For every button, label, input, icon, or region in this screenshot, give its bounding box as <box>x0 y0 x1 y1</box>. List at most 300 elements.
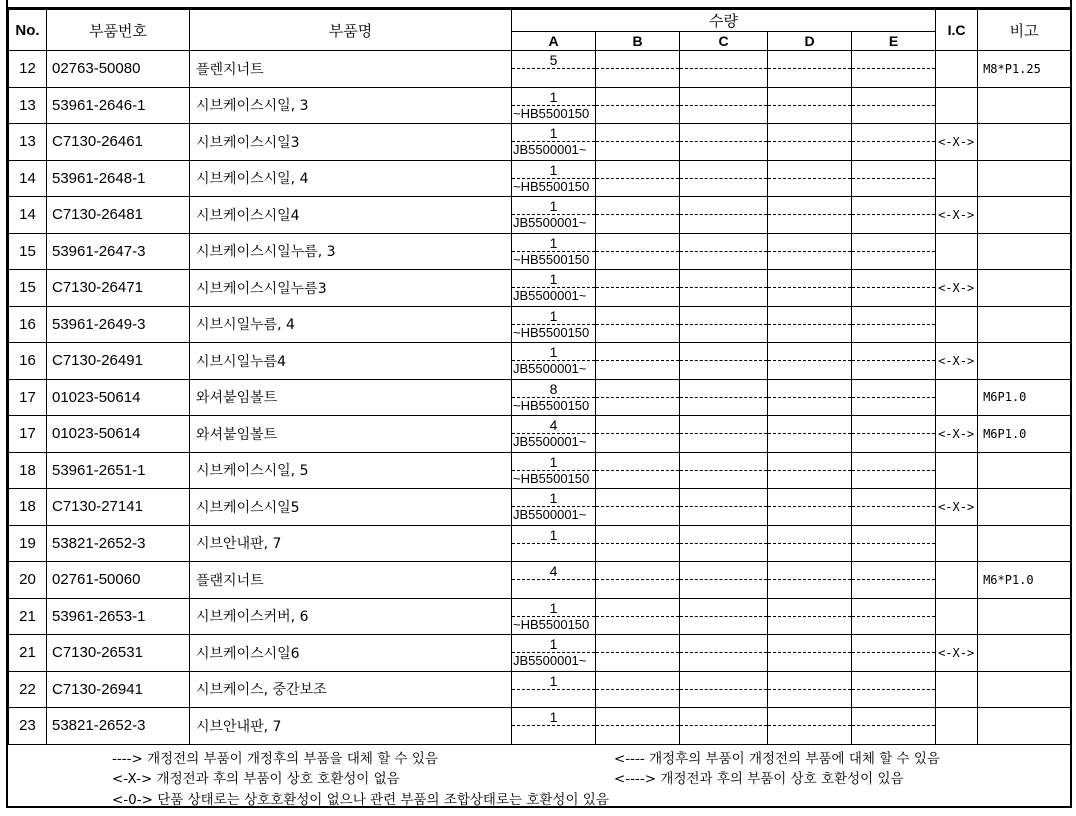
qty-value: 1 <box>549 125 558 141</box>
dashed-divider <box>768 68 851 69</box>
part-number: 01023-50614 <box>47 416 190 453</box>
qty-value: 1 <box>549 271 558 287</box>
remark <box>978 635 1071 672</box>
dashed-divider <box>852 689 935 690</box>
qty-a-cell <box>512 197 596 234</box>
qty-e-cell <box>852 708 936 745</box>
dashed-divider <box>680 287 767 288</box>
remark <box>978 270 1071 307</box>
dashed-divider <box>768 178 851 179</box>
dashed-divider <box>596 725 679 726</box>
dashed-divider <box>768 506 851 507</box>
qty-d-cell <box>768 51 852 88</box>
interchangeability-code <box>936 671 978 708</box>
interchangeability-code <box>936 51 978 88</box>
qty-a-cell <box>512 416 596 453</box>
dashed-divider <box>680 178 767 179</box>
qty-d-cell <box>768 197 852 234</box>
qty-col-a: A <box>512 32 596 51</box>
dashed-divider <box>852 251 935 252</box>
qty-col-d: D <box>768 32 852 51</box>
dashed-divider <box>768 141 851 142</box>
qty-b-cell <box>596 87 680 124</box>
row-number: 14 <box>9 197 47 234</box>
dashed-divider <box>680 725 767 726</box>
remark: M6P1.0 <box>978 379 1071 416</box>
dashed-divider <box>596 470 679 471</box>
part-number: 53961-2653-1 <box>47 598 190 635</box>
dashed-divider <box>680 543 767 544</box>
dashed-divider <box>680 470 767 471</box>
parts-list-sheet <box>6 0 1072 808</box>
legend-line-3: <-0-> 단품 상태로는 상호호환성이 없으나 관련 부품의 조합상태로는 호환성이 있음 <box>112 792 609 808</box>
qty-value: 1 <box>549 672 558 689</box>
interchangeability-code <box>936 708 978 745</box>
dashed-divider <box>596 68 679 69</box>
table-row <box>9 635 1071 672</box>
serial-range: JB5500001~ <box>513 653 587 668</box>
qty-e-cell <box>852 635 936 672</box>
table-row <box>9 306 1071 343</box>
part-number: 53961-2646-1 <box>47 87 190 124</box>
qty-b-cell <box>596 489 680 526</box>
interchangeability-code <box>936 379 978 416</box>
qty-c-cell <box>680 124 768 161</box>
interchangeability-code: <-X-> <box>936 124 978 161</box>
qty-e-cell <box>852 197 936 234</box>
parts-table <box>8 9 1071 745</box>
qty-c-cell <box>680 671 768 708</box>
qty-value: 1 <box>549 526 558 543</box>
interchangeability-code <box>936 562 978 599</box>
col-header-no: No. <box>9 10 47 51</box>
table-row <box>9 87 1071 124</box>
table-row <box>9 562 1071 599</box>
qty-c-cell <box>680 51 768 88</box>
qty-d-cell <box>768 270 852 307</box>
qty-value: 1 <box>549 490 558 506</box>
qty-e-cell <box>852 562 936 599</box>
qty-value: 1 <box>549 599 558 616</box>
row-number: 22 <box>9 671 47 708</box>
dashed-divider <box>852 579 935 580</box>
qty-c-cell <box>680 379 768 416</box>
part-number: C7130-26481 <box>47 197 190 234</box>
dashed-divider <box>680 579 767 580</box>
part-name: 시브케이스시일, 3 <box>190 87 512 124</box>
part-name: 시브케이스시일, 4 <box>190 160 512 197</box>
remark <box>978 87 1071 124</box>
dashed-divider <box>852 214 935 215</box>
serial-range: JB5500001~ <box>513 434 587 449</box>
part-name: 시브안내판, 7 <box>190 525 512 562</box>
row-number: 20 <box>9 562 47 599</box>
dashed-divider <box>680 251 767 252</box>
dashed-divider <box>852 543 935 544</box>
part-name: 시브케이스시일5 <box>190 489 512 526</box>
table-row <box>9 197 1071 234</box>
dashed-divider <box>768 214 851 215</box>
qty-a-cell <box>512 270 596 307</box>
dashed-divider <box>852 506 935 507</box>
qty-d-cell <box>768 598 852 635</box>
dashed-divider <box>768 397 851 398</box>
qty-e-cell <box>852 160 936 197</box>
dashed-divider <box>596 506 679 507</box>
qty-a-cell <box>512 87 596 124</box>
parts-table-body <box>9 51 1071 745</box>
dashed-divider <box>680 105 767 106</box>
row-number: 19 <box>9 525 47 562</box>
qty-e-cell <box>852 452 936 489</box>
dashed-divider <box>852 470 935 471</box>
interchangeability-code <box>936 306 978 343</box>
dashed-divider <box>596 251 679 252</box>
serial-range: ~HB5500150 <box>513 324 590 340</box>
qty-a-cell <box>512 635 596 672</box>
row-number: 21 <box>9 635 47 672</box>
qty-a-cell <box>512 379 596 416</box>
dashed-divider <box>852 178 935 179</box>
dashed-divider <box>768 433 851 434</box>
row-number: 12 <box>9 51 47 88</box>
qty-c-cell <box>680 160 768 197</box>
serial-range: JB5500001~ <box>513 361 587 376</box>
interchangeability-code: <-X-> <box>936 270 978 307</box>
interchangeability-code: <-X-> <box>936 343 978 380</box>
dashed-divider <box>680 324 767 325</box>
interchangeability-code: <-X-> <box>936 416 978 453</box>
header-row <box>9 10 1071 32</box>
qty-c-cell <box>680 489 768 526</box>
part-name: 시브케이스, 중간보조 <box>190 671 512 708</box>
qty-a-cell <box>512 489 596 526</box>
remark <box>978 452 1071 489</box>
qty-d-cell <box>768 452 852 489</box>
row-number: 21 <box>9 598 47 635</box>
part-name: 플렌지너트 <box>190 51 512 88</box>
qty-c-cell <box>680 562 768 599</box>
part-name: 플랜지너트 <box>190 562 512 599</box>
qty-e-cell <box>852 525 936 562</box>
dashed-divider <box>852 105 935 106</box>
dashed-divider <box>852 68 935 69</box>
dashed-divider <box>680 360 767 361</box>
remark: M8*P1.25 <box>978 51 1071 88</box>
table-row <box>9 343 1071 380</box>
qty-b-cell <box>596 671 680 708</box>
dashed-divider <box>512 68 595 69</box>
part-number: C7130-26941 <box>47 671 190 708</box>
part-number: C7130-27141 <box>47 489 190 526</box>
dashed-divider <box>768 543 851 544</box>
part-number: C7130-26531 <box>47 635 190 672</box>
interchangeability-code: <-X-> <box>936 635 978 672</box>
part-number: 53961-2651-1 <box>47 452 190 489</box>
part-number: 53821-2652-3 <box>47 525 190 562</box>
dashed-divider <box>512 689 595 690</box>
part-name: 시브케이스시일6 <box>190 635 512 672</box>
qty-b-cell <box>596 379 680 416</box>
qty-b-cell <box>596 124 680 161</box>
table-row <box>9 489 1071 526</box>
qty-e-cell <box>852 306 936 343</box>
table-row <box>9 270 1071 307</box>
table-row <box>9 416 1071 453</box>
qty-a-cell <box>512 51 596 88</box>
qty-e-cell <box>852 489 936 526</box>
qty-a-cell <box>512 708 596 745</box>
dashed-divider <box>852 287 935 288</box>
qty-value: 1 <box>549 636 558 652</box>
interchangeability-code <box>936 598 978 635</box>
part-number: 02761-50060 <box>47 562 190 599</box>
qty-b-cell <box>596 160 680 197</box>
dashed-divider <box>596 360 679 361</box>
qty-a-cell <box>512 525 596 562</box>
table-row <box>9 671 1071 708</box>
qty-b-cell <box>596 562 680 599</box>
interchangeability-code <box>936 233 978 270</box>
qty-d-cell <box>768 562 852 599</box>
top-border-band <box>8 0 1070 9</box>
table-row <box>9 525 1071 562</box>
qty-d-cell <box>768 379 852 416</box>
part-number: C7130-26491 <box>47 343 190 380</box>
dashed-divider <box>596 141 679 142</box>
interchangeability-code: <-X-> <box>936 489 978 526</box>
dashed-divider <box>852 652 935 653</box>
row-number: 15 <box>9 270 47 307</box>
qty-c-cell <box>680 525 768 562</box>
dashed-divider <box>596 214 679 215</box>
qty-value: 8 <box>549 380 558 397</box>
qty-b-cell <box>596 452 680 489</box>
dashed-divider <box>596 287 679 288</box>
serial-range: ~HB5500150 <box>513 470 590 486</box>
qty-col-b: B <box>596 32 680 51</box>
remark <box>978 197 1071 234</box>
dashed-divider <box>680 214 767 215</box>
part-number: 53961-2648-1 <box>47 160 190 197</box>
qty-col-e: E <box>852 32 936 51</box>
qty-b-cell <box>596 51 680 88</box>
dashed-divider <box>680 689 767 690</box>
interchangeability-code <box>936 452 978 489</box>
remark: M6P1.0 <box>978 416 1071 453</box>
remark: M6*P1.0 <box>978 562 1071 599</box>
qty-value: 4 <box>549 563 558 579</box>
dashed-divider <box>852 360 935 361</box>
remark <box>978 708 1071 745</box>
interchangeability-code <box>936 525 978 562</box>
remark <box>978 233 1071 270</box>
qty-c-cell <box>680 708 768 745</box>
part-name: 시브케이스시일누름3 <box>190 270 512 307</box>
qty-b-cell <box>596 635 680 672</box>
part-name: 시브케이스시일4 <box>190 197 512 234</box>
qty-value: 4 <box>549 417 558 433</box>
qty-a-cell <box>512 124 596 161</box>
row-number: 17 <box>9 416 47 453</box>
qty-value: 5 <box>549 52 558 68</box>
dashed-divider <box>596 178 679 179</box>
qty-c-cell <box>680 416 768 453</box>
row-number: 15 <box>9 233 47 270</box>
qty-d-cell <box>768 87 852 124</box>
qty-e-cell <box>852 379 936 416</box>
col-header-part-name: 부품명 <box>190 10 512 51</box>
qty-e-cell <box>852 87 936 124</box>
remark <box>978 598 1071 635</box>
qty-b-cell <box>596 197 680 234</box>
dashed-divider <box>680 68 767 69</box>
remark <box>978 525 1071 562</box>
legend-line-2-right: <----> 개정전과 후의 부품이 상호 호환성이 있음 <box>614 771 904 787</box>
qty-e-cell <box>852 598 936 635</box>
dashed-divider <box>768 105 851 106</box>
dashed-divider <box>596 543 679 544</box>
col-header-ic: I.C <box>936 10 978 51</box>
dashed-divider <box>596 689 679 690</box>
qty-c-cell <box>680 197 768 234</box>
part-number: 53821-2652-3 <box>47 708 190 745</box>
qty-c-cell <box>680 306 768 343</box>
part-number: 53961-2649-3 <box>47 306 190 343</box>
qty-col-c: C <box>680 32 768 51</box>
qty-d-cell <box>768 343 852 380</box>
part-number: 02763-50080 <box>47 51 190 88</box>
qty-a-cell <box>512 343 596 380</box>
qty-d-cell <box>768 489 852 526</box>
qty-a-cell <box>512 562 596 599</box>
qty-d-cell <box>768 708 852 745</box>
qty-value: 1 <box>549 88 558 105</box>
row-number: 18 <box>9 452 47 489</box>
dashed-divider <box>852 433 935 434</box>
part-name: 시브시일누름, 4 <box>190 306 512 343</box>
part-number: C7130-26471 <box>47 270 190 307</box>
qty-d-cell <box>768 124 852 161</box>
dashed-divider <box>596 397 679 398</box>
serial-range: JB5500001~ <box>513 288 587 303</box>
part-name: 시브케이스시일누름, 3 <box>190 233 512 270</box>
serial-range: ~HB5500150 <box>513 397 590 413</box>
qty-b-cell <box>596 343 680 380</box>
qty-e-cell <box>852 343 936 380</box>
part-name: 시브케이스시일, 5 <box>190 452 512 489</box>
qty-d-cell <box>768 306 852 343</box>
table-row <box>9 124 1071 161</box>
dashed-divider <box>512 579 595 580</box>
serial-range: ~HB5500150 <box>513 105 590 121</box>
dashed-divider <box>768 287 851 288</box>
qty-d-cell <box>768 525 852 562</box>
dashed-divider <box>596 616 679 617</box>
dashed-divider <box>680 616 767 617</box>
row-number: 23 <box>9 708 47 745</box>
qty-b-cell <box>596 233 680 270</box>
dashed-divider <box>768 324 851 325</box>
part-number: C7130-26461 <box>47 124 190 161</box>
qty-d-cell <box>768 671 852 708</box>
dashed-divider <box>596 652 679 653</box>
table-row <box>9 452 1071 489</box>
row-number: 16 <box>9 343 47 380</box>
qty-b-cell <box>596 708 680 745</box>
dashed-divider <box>680 397 767 398</box>
qty-a-cell <box>512 598 596 635</box>
qty-b-cell <box>596 306 680 343</box>
remark <box>978 160 1071 197</box>
remark <box>978 343 1071 380</box>
qty-e-cell <box>852 671 936 708</box>
dashed-divider <box>852 141 935 142</box>
part-number: 01023-50614 <box>47 379 190 416</box>
row-number: 13 <box>9 124 47 161</box>
qty-value: 1 <box>549 709 558 725</box>
qty-e-cell <box>852 233 936 270</box>
table-row <box>9 233 1071 270</box>
dashed-divider <box>768 470 851 471</box>
serial-range: JB5500001~ <box>513 142 587 157</box>
dashed-divider <box>768 251 851 252</box>
interchangeability-code: <-X-> <box>936 197 978 234</box>
qty-b-cell <box>596 598 680 635</box>
qty-d-cell <box>768 416 852 453</box>
dashed-divider <box>768 689 851 690</box>
dashed-divider <box>768 579 851 580</box>
col-header-part-number: 부품번호 <box>47 10 190 51</box>
table-row <box>9 708 1071 745</box>
part-name: 와셔붙임볼트 <box>190 416 512 453</box>
dashed-divider <box>852 616 935 617</box>
interchangeability-code <box>936 160 978 197</box>
qty-b-cell <box>596 270 680 307</box>
serial-range: ~HB5500150 <box>513 616 590 632</box>
dashed-divider <box>768 360 851 361</box>
table-row <box>9 598 1071 635</box>
qty-a-cell <box>512 160 596 197</box>
interchangeability-code <box>936 87 978 124</box>
row-number: 17 <box>9 379 47 416</box>
qty-value: 1 <box>549 161 558 178</box>
row-number: 16 <box>9 306 47 343</box>
table-row <box>9 379 1071 416</box>
qty-c-cell <box>680 343 768 380</box>
remark <box>978 671 1071 708</box>
qty-d-cell <box>768 160 852 197</box>
qty-c-cell <box>680 635 768 672</box>
dashed-divider <box>680 141 767 142</box>
qty-e-cell <box>852 416 936 453</box>
dashed-divider <box>768 652 851 653</box>
dashed-divider <box>680 652 767 653</box>
qty-c-cell <box>680 233 768 270</box>
qty-b-cell <box>596 416 680 453</box>
table-row <box>9 51 1071 88</box>
qty-a-cell <box>512 306 596 343</box>
qty-b-cell <box>596 525 680 562</box>
part-name: 시브케이스시일3 <box>190 124 512 161</box>
dashed-divider <box>852 397 935 398</box>
part-name: 시브안내판, 7 <box>190 708 512 745</box>
qty-a-cell <box>512 233 596 270</box>
part-name: 시브시일누름4 <box>190 343 512 380</box>
serial-range: ~HB5500150 <box>513 251 590 267</box>
qty-value: 1 <box>549 344 558 360</box>
dashed-divider <box>852 324 935 325</box>
